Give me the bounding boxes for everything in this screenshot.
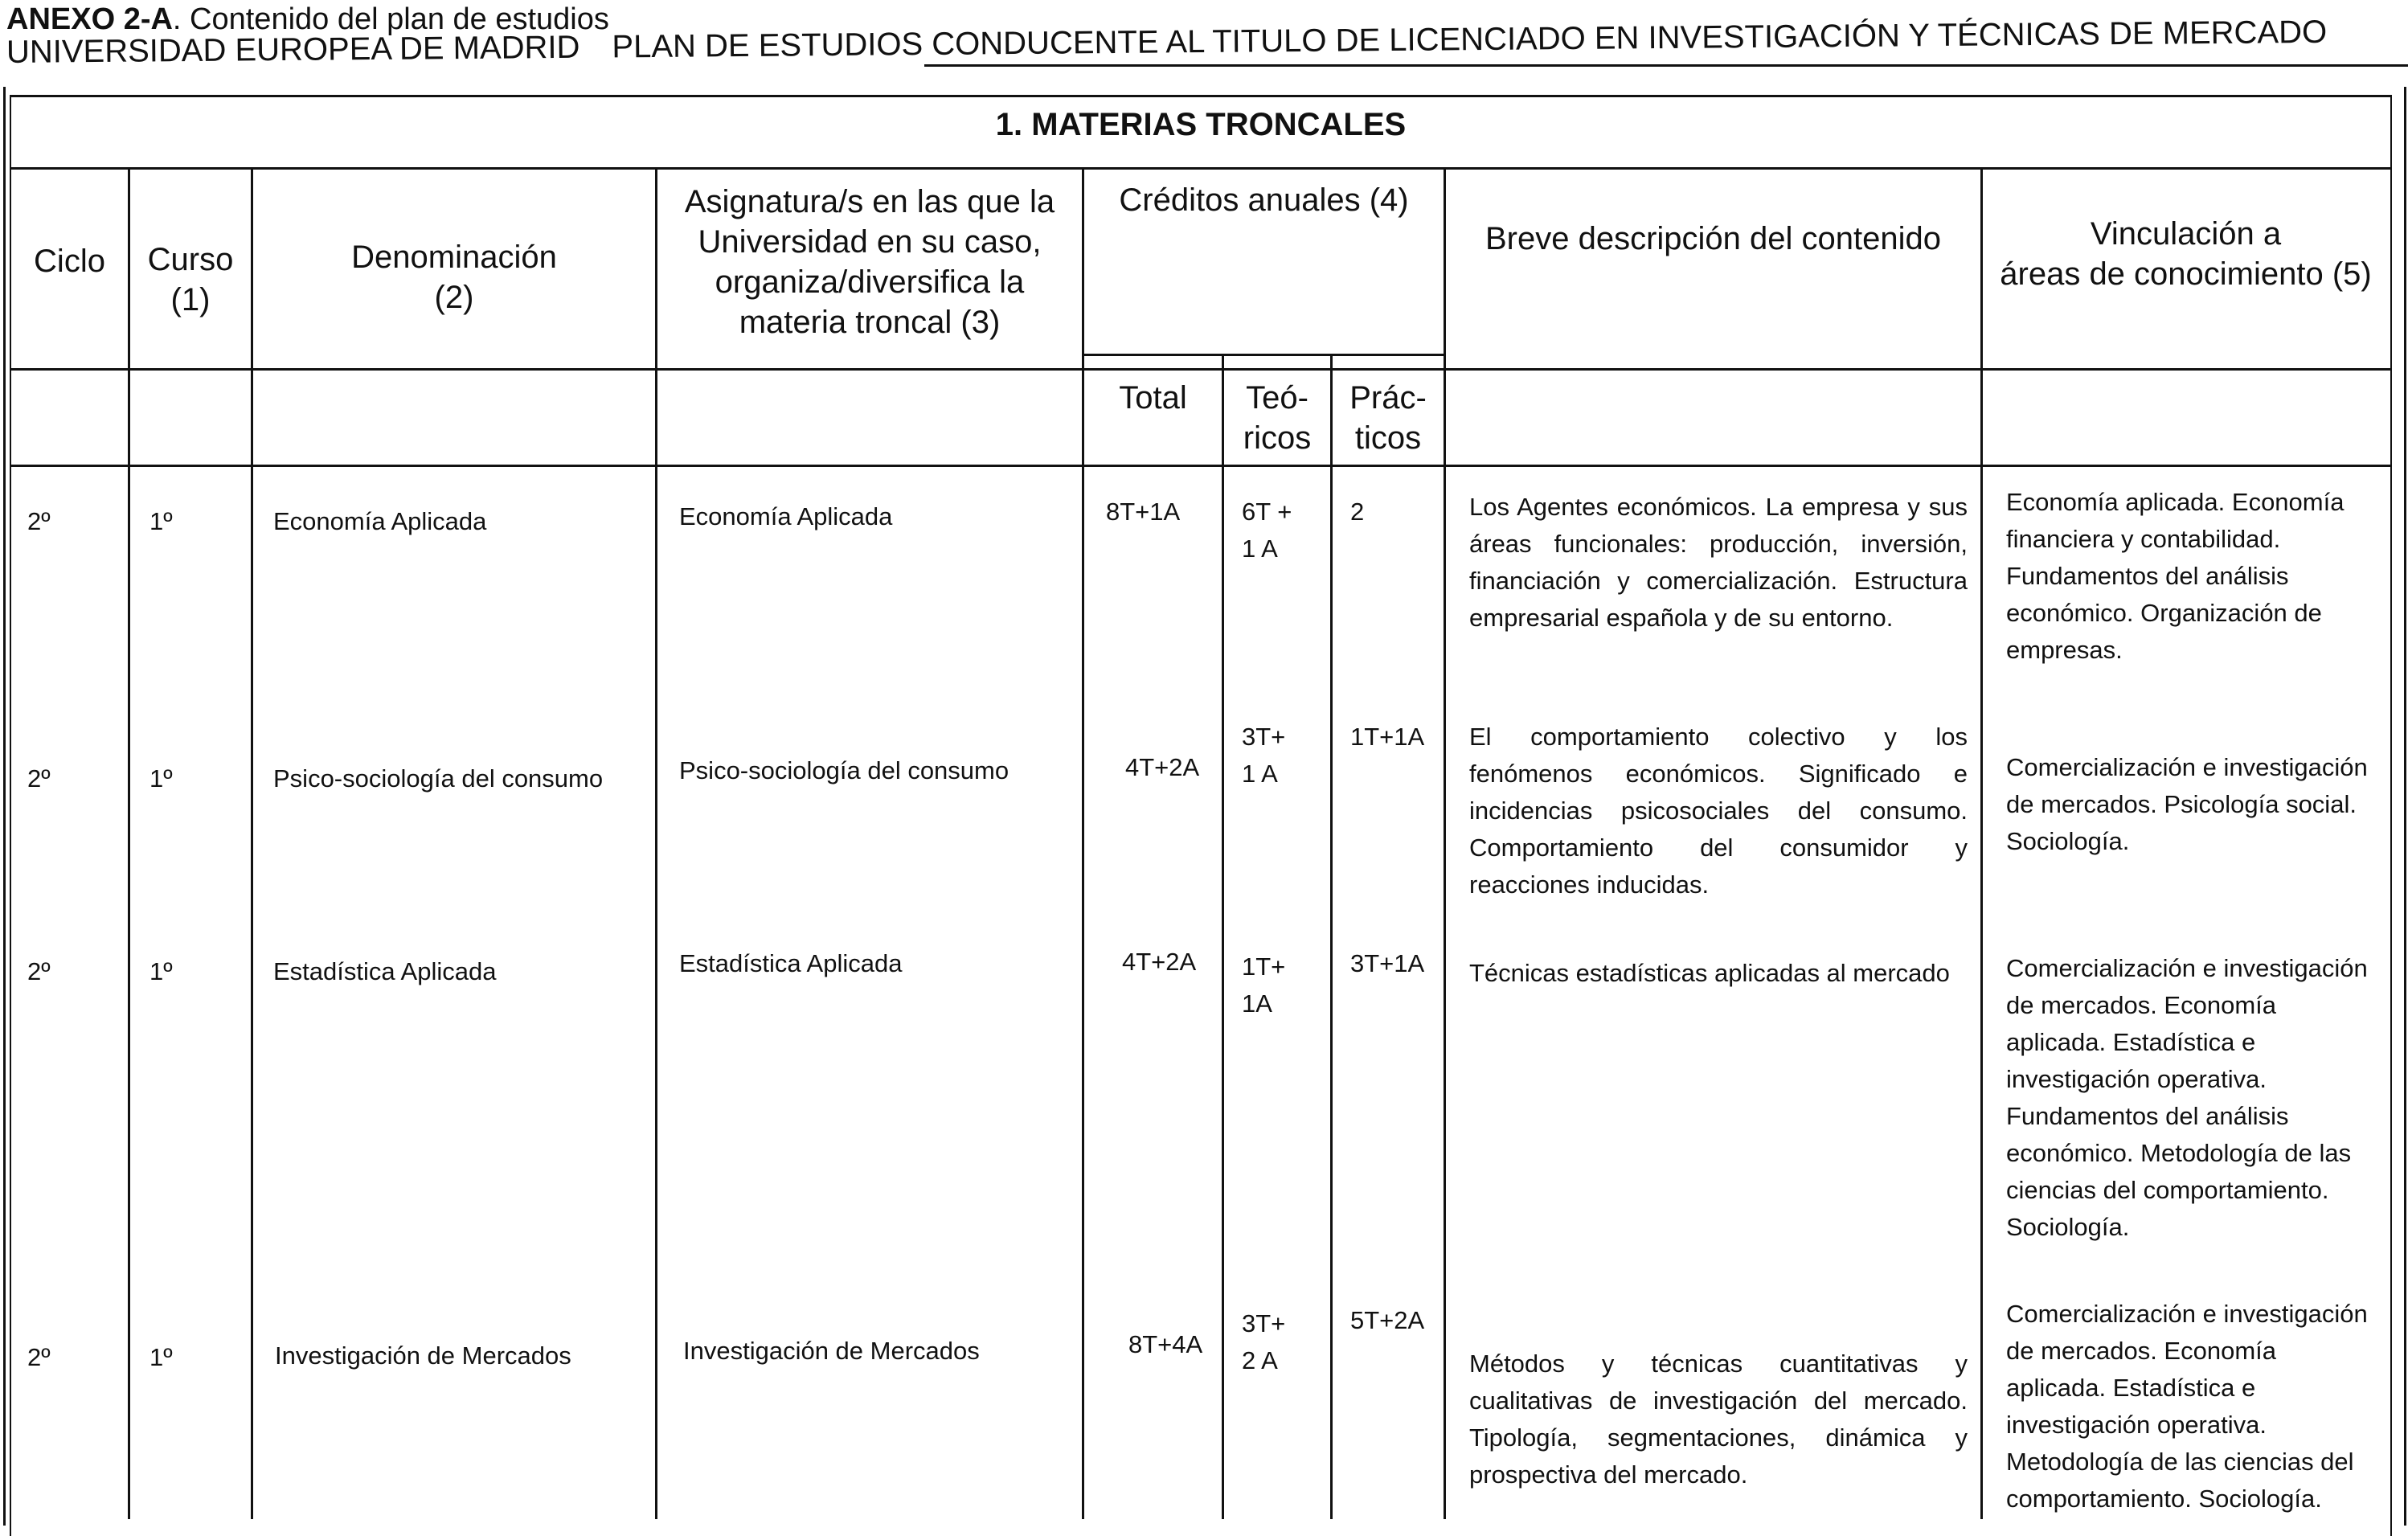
creditos-split-rule: [1082, 354, 1444, 356]
row-practicos: 2: [1350, 498, 1365, 526]
row-ciclo: 2º: [27, 1343, 51, 1371]
annex-text: . Contenido del plan de estudios: [172, 2, 609, 36]
row-curso: 1º: [149, 1343, 173, 1371]
col-header-ciclo: Ciclo: [34, 244, 105, 279]
row-asignatura: Investigación de Mercados: [683, 1337, 980, 1365]
row-asignatura: Psico-sociología del consumo: [679, 756, 1009, 784]
annex-label: ANEXO 2-A: [6, 2, 173, 36]
row-practicos: 3T+1A: [1350, 949, 1425, 977]
col-rule-asignatura: [1082, 169, 1084, 1519]
row-teoricos: 3T+ 2 A: [1242, 1309, 1286, 1374]
row-teoricos: 6T + 1 A: [1242, 498, 1292, 563]
subheader-bottom-rule: [11, 465, 2390, 467]
row-total: 4T+2A: [1122, 948, 1197, 976]
row-vinculacion: Comercialización e investigación de mercados. Psicología social. Sociología.: [2006, 753, 2368, 855]
row-asignatura: Estadística Aplicada: [679, 949, 903, 977]
header-bottom-rule: [11, 368, 2390, 371]
row-practicos: 5T+2A: [1350, 1306, 1425, 1334]
row-descripcion: Métodos y técnicas cuantitativas y cualitativas de investigación del mercado. Tipología, segmentaciones, dinámica y prospectiva del mercado.: [1469, 1350, 1968, 1489]
row-denominacion: Psico-sociología del consumo: [273, 764, 604, 793]
row-ciclo: 2º: [27, 507, 51, 535]
row-denominacion: Investigación de Mercados: [275, 1341, 571, 1370]
row-vinculacion: Comercialización e investigación de mercados. Economía aplicada. Estadística e investigación operativa. Fundamentos del análisis económico. Metodología de las ciencias del comportamiento. Sociología.: [2006, 954, 2368, 1241]
table-title: 1. MATERIAS TRONCALES: [995, 107, 1407, 142]
col-rule-descripcion: [1980, 169, 1983, 1519]
university-name: UNIVERSIDAD EUROPEA DE MADRID: [6, 29, 580, 70]
header-rule: [924, 64, 2408, 67]
row-descripcion: Técnicas estadísticas aplicadas al mercado: [1469, 959, 1950, 987]
row-denominacion: Estadística Aplicada: [273, 957, 497, 985]
col-rule-curso: [251, 169, 253, 1519]
col-rule-teoricos: [1330, 355, 1333, 1519]
plan-title: PLAN DE ESTUDIOS CONDUCENTE AL TITULO DE LICENCIADO EN INVESTIGACIÓN Y TÉCNICAS DE MERCADO: [612, 14, 2328, 65]
col-header-vinculacion: Vinculación a áreas de conocimiento (5): [2000, 216, 2372, 292]
row-ciclo: 2º: [27, 764, 51, 793]
row-total: 8T+4A: [1128, 1330, 1203, 1358]
row-vinculacion: Comercialización e investigación de mercados. Economía aplicada. Estadística e investigación operativa. Metodología de las ciencias del comportamiento. Sociología.: [2006, 1300, 2368, 1513]
row-curso: 1º: [149, 507, 173, 535]
row-vinculacion: Economía aplicada. Economía financiera y contabilidad. Fundamentos del análisis económico. Organización de empresas.: [2006, 488, 2345, 664]
row-ciclo: 2º: [27, 957, 51, 985]
col-header-creditos: Créditos anuales (4): [1119, 182, 1409, 218]
col-rule-denominacion: [655, 169, 657, 1519]
col-header-teoricos: Teó- ricos: [1243, 380, 1312, 456]
row-teoricos: 3T+ 1 A: [1242, 723, 1286, 788]
row-practicos: 1T+1A: [1350, 723, 1425, 751]
col-header-descripcion: Breve descripción del contenido: [1485, 221, 1941, 256]
row-total: 8T+1A: [1106, 498, 1181, 526]
row-curso: 1º: [149, 957, 173, 985]
col-rule-total: [1222, 355, 1224, 1519]
col-rule-creditos: [1444, 169, 1446, 1519]
col-header-denominacion: Denominación (2): [351, 240, 557, 315]
row-descripcion: El comportamiento colectivo y los fenómenos económicos. Significado e incidencias psicosociales del consumo. Comportamiento del consumidor y reacciones inducidas.: [1469, 723, 1968, 899]
col-header-curso: Curso (1): [147, 242, 234, 317]
row-asignatura: Economía Aplicada: [679, 502, 893, 530]
row-total: 4T+2A: [1125, 753, 1200, 781]
col-header-practicos: Prác- ticos: [1349, 380, 1427, 456]
title-bottom-rule: [11, 167, 2390, 170]
row-descripcion: Los Agentes económicos. La empresa y sus áreas funcionales: producción, inversión, financiación y comercialización. Estructura empresarial española y de su entorno.: [1469, 493, 1968, 632]
row-curso: 1º: [149, 764, 173, 793]
col-header-total: Total: [1119, 380, 1187, 416]
col-header-asignatura: Asignatura/s en las que la Universidad en su caso, organiza/diversifica la materia troncal (3): [684, 184, 1055, 340]
row-teoricos: 1T+ 1A: [1242, 952, 1286, 1018]
col-rule-ciclo: [128, 169, 130, 1519]
row-denominacion: Economía Aplicada: [273, 507, 487, 535]
